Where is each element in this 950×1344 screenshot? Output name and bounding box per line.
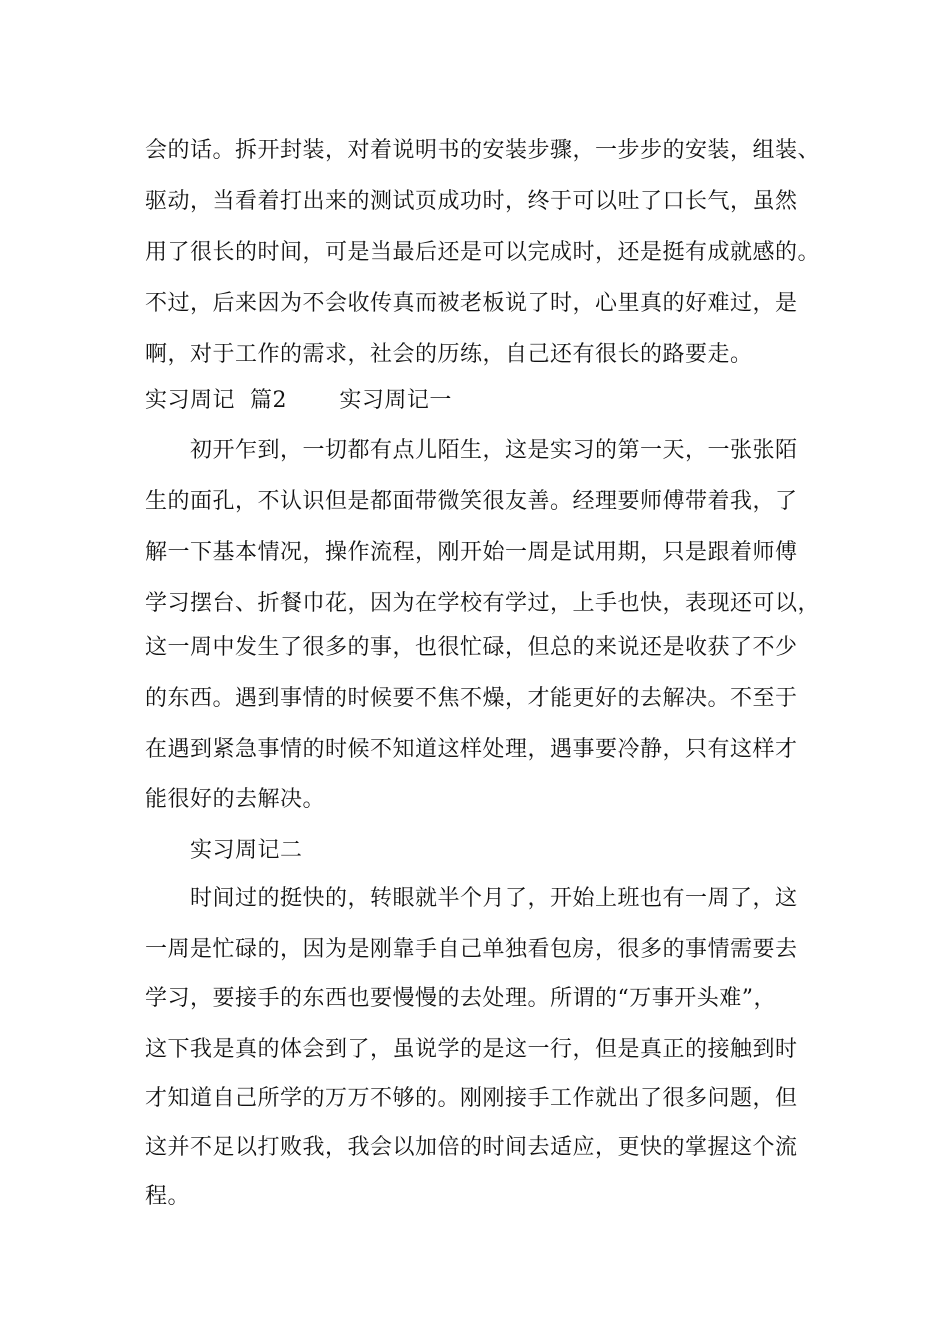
text-line: 驱动，当看着打出来的测试页成功时，终于可以吐了口长气，虽然: [145, 189, 798, 214]
text-line: 初开乍到，一切都有点儿陌生，这是实习的第一天，一张张陌: [190, 438, 798, 463]
text-line: 啊，对于工作的需求，社会的历练，自己还有很长的路要走。: [145, 342, 753, 367]
section-heading: 实习周记 篇2 实习周记一: [145, 388, 452, 413]
subsection-heading: 实习周记二: [190, 838, 303, 863]
text-line: 能很好的去解决。: [145, 787, 326, 812]
text-line: 才知道自己所学的万万不够的。刚刚接手工作就出了很多问题，但: [145, 1086, 798, 1111]
text-line: 一周是忙碌的，因为是刚靠手自己单独看包房，很多的事情需要去: [145, 937, 798, 962]
text-line: 不过，后来因为不会收传真而被老板说了时，心里真的好难过，是: [145, 291, 798, 316]
text-line: 这下我是真的体会到了，虽说学的是这一行，但是真正的接触到时: [145, 1037, 798, 1062]
text-line: 用了很长的时间，可是当最后还是可以完成时，还是挺有成就感的。: [145, 240, 821, 265]
text-line: 学习摆台、折餐巾花，因为在学校有学过，上手也快，表现还可以，: [145, 591, 821, 616]
text-line: 生的面孔，不认识但是都面带微笑很友善。经理要师傅带着我，了: [145, 489, 798, 514]
text-line: 程。: [145, 1184, 191, 1209]
text-line: 在遇到紧急事情的时候不知道这样处理，遇事要冷静，只有这样才: [145, 737, 798, 762]
text-line: 这一周中发生了很多的事，也很忙碌，但总的来说还是收获了不少: [145, 635, 798, 660]
text-line: 这并不足以打败我，我会以加倍的时间去适应，更快的掌握这个流: [145, 1135, 798, 1160]
text-line: 的东西。遇到事情的时候要不焦不燥，才能更好的去解决。不至于: [145, 686, 798, 711]
text-line: 解一下基本情况，操作流程，刚开始一周是试用期，只是跟着师傅: [145, 540, 798, 565]
text-line: 会的话。拆开封装，对着说明书的安装步骤，一步步的安装，组装、: [145, 138, 821, 163]
text-line: 时间过的挺快的，转眼就半个月了，开始上班也有一周了，这: [190, 886, 798, 911]
text-line: 学习，要接手的东西也要慢慢的去处理。所谓的“万事开头难”，: [145, 986, 776, 1011]
